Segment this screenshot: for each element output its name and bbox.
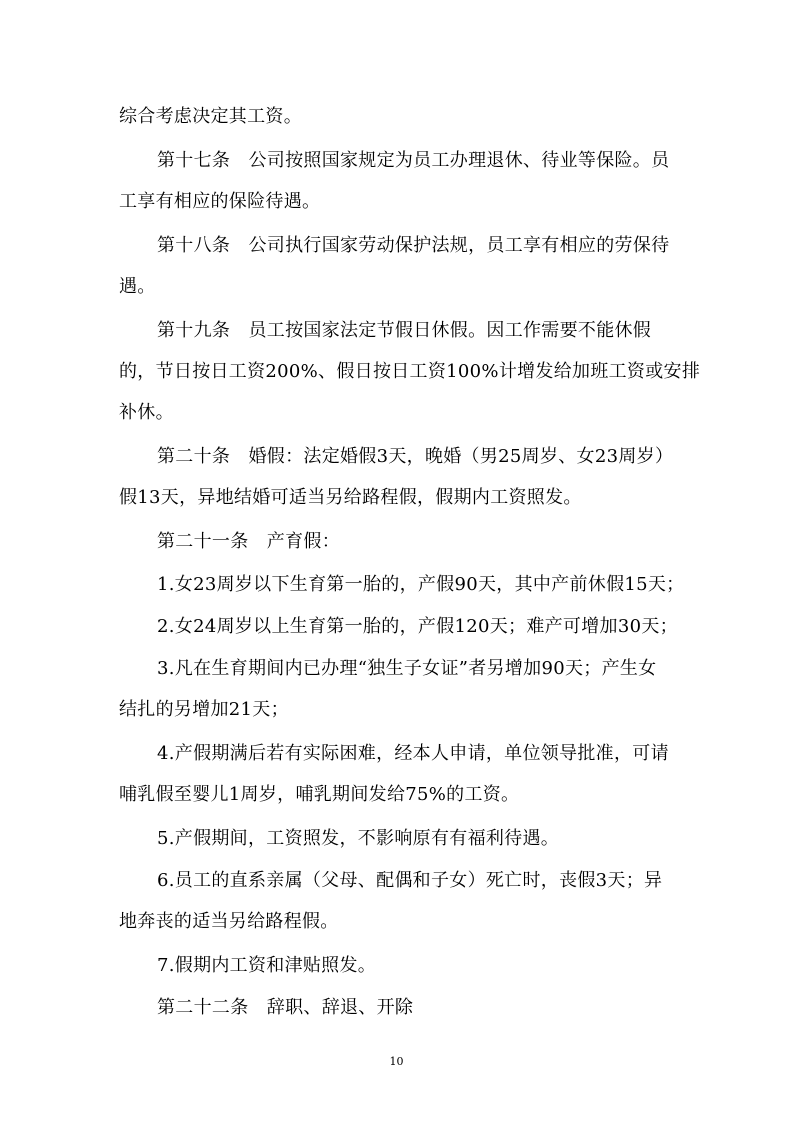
text-line: 假13天，异地结婚可适当另给路程假，假期内工资照发。: [119, 487, 582, 508]
text-line-article-17: 第十七条 公司按照国家规定为员工办理退休、待业等保险。员: [157, 150, 670, 171]
list-item-7: 7.假期内工资和津贴照发。: [157, 955, 377, 976]
text-line-article-18: 第十八条 公司执行国家劳动保护法规，员工享有相应的劳保待: [157, 235, 670, 256]
text-line: 综合考虑决定其工资。: [119, 106, 302, 127]
text-line: 工享有相应的保险待遇。: [119, 191, 321, 212]
text-line: 补休。: [119, 402, 174, 423]
text-line: 地奔丧的适当另给路程假。: [119, 911, 339, 932]
list-item-3: 3.凡在生育期间内已办理“独生子女证”者另增加90天；产生女: [157, 658, 657, 679]
text-line-article-22: 第二十二条 辞职、辞退、开除: [157, 997, 414, 1018]
page-number: 10: [389, 1055, 404, 1068]
list-item-6: 6.员工的直系亲属（父母、配偶和子女）死亡时，丧假3天；异: [157, 870, 663, 891]
list-item-5: 5.产假期间，工资照发，不影响原有有福利待遇。: [157, 828, 560, 849]
text-line-article-21: 第二十一条 产育假：: [157, 531, 340, 552]
list-item-4: 4.产假期满后若有实际困难，经本人申请，单位领导批准，可请: [157, 743, 669, 764]
text-line-article-20: 第二十条 婚假：法定婚假3天，晚婚（男25周岁、女23周岁）: [157, 446, 674, 467]
text-line-article-19: 第十九条 员工按国家法定节假日休假。因工作需要不能休假: [157, 320, 652, 341]
text-line: 的，节日按日工资200%、假日按日工资100%计增发给加班工资或安排: [119, 361, 701, 382]
text-line: 哺乳假至婴儿1周岁，哺乳期间发给75%的工资。: [119, 784, 520, 805]
list-item-1: 1.女23周岁以下生育第一胎的，产假90天，其中产前休假15天；: [157, 574, 685, 595]
list-item-2: 2.女24周岁以上生育第一胎的，产假120天；难产可增加30天；: [157, 616, 678, 637]
text-line: 遇。: [119, 276, 156, 297]
text-line: 结扎的另增加21天；: [119, 699, 289, 720]
